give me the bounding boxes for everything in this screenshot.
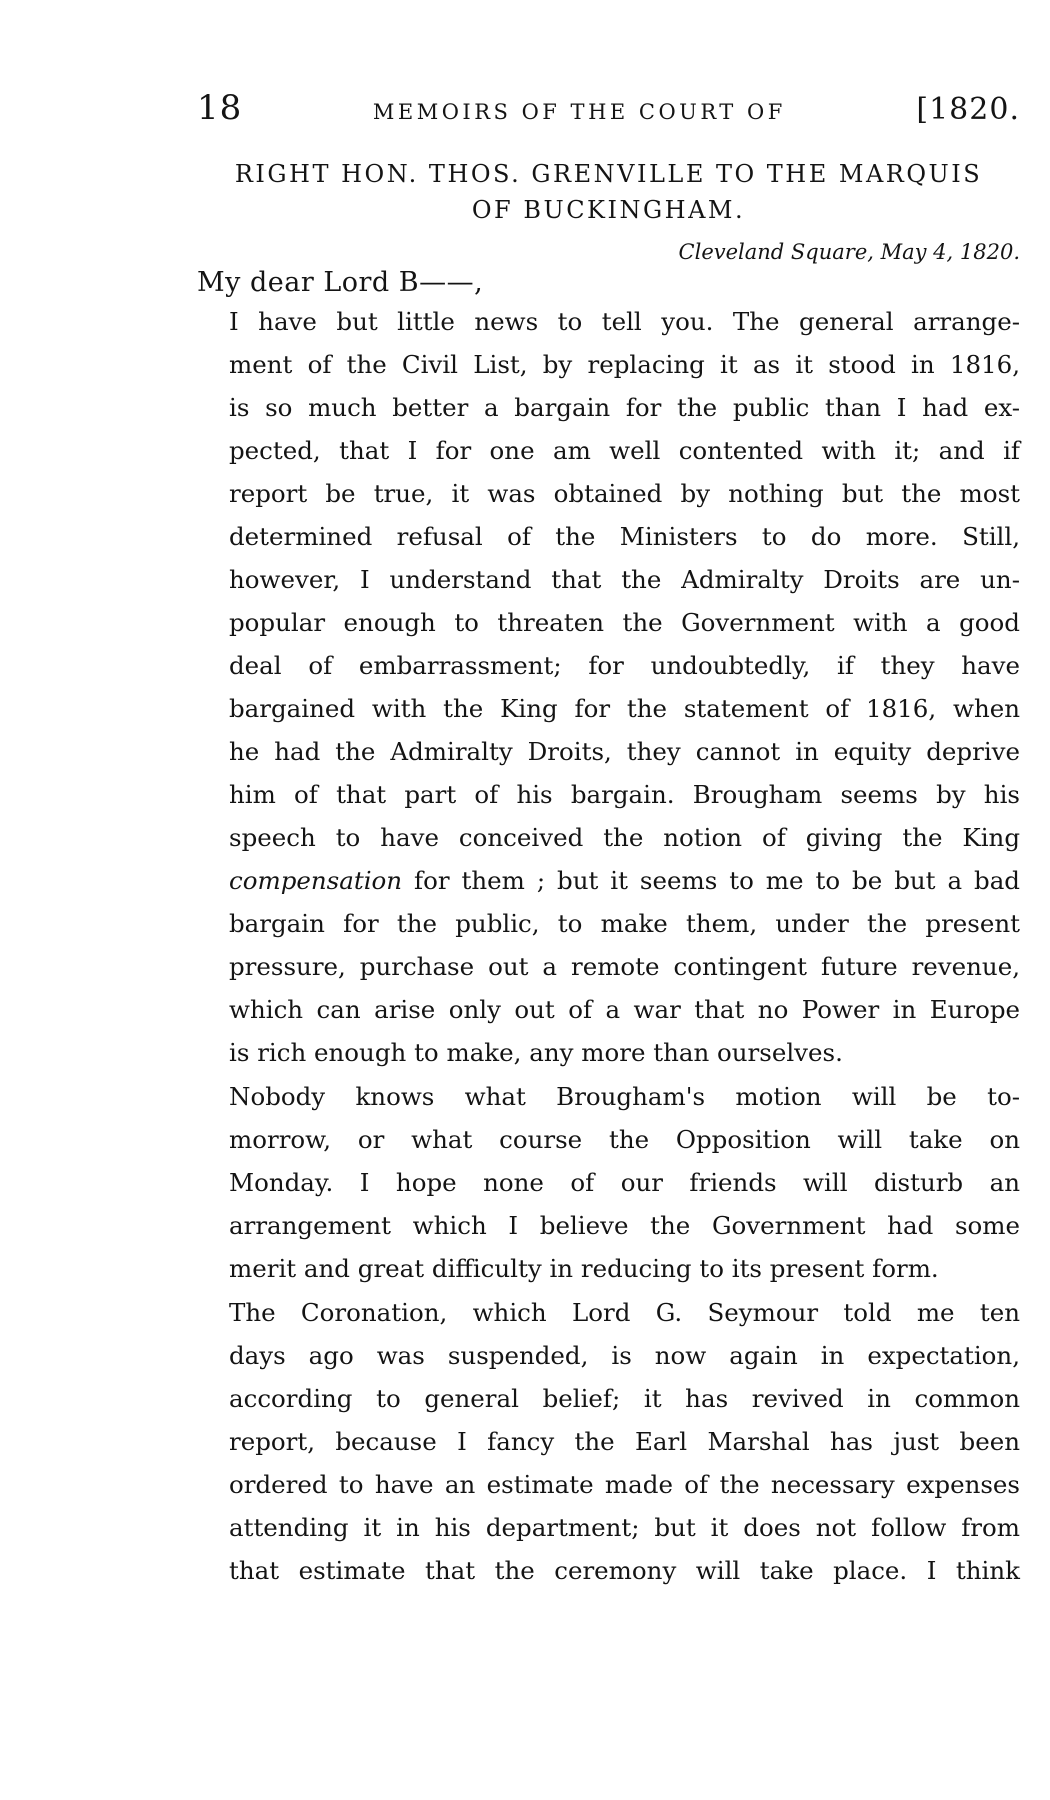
letter-body: [197, 300, 1020, 1592]
text-line: attending it in his department; but it does not follow from: [229, 1513, 1020, 1542]
page-number: 18: [197, 88, 243, 128]
running-head-title: MEMOIRS OF THE COURT OF: [372, 100, 786, 124]
letter-title: [197, 156, 1020, 228]
text-line: that estimate that the ceremony will take place. I think: [229, 1556, 1020, 1585]
letter-title-line-1: RIGHT HON. THOS. GRENVILLE TO THE MARQUIS: [234, 160, 983, 188]
letter-salutation: My dear Lord B——,: [197, 267, 484, 298]
text-line: days ago was suspended, is now again in expectation,: [229, 1341, 1020, 1370]
text-line: determined refusal of the Ministers to do more. Still,: [229, 522, 1020, 551]
text-line: him of that part of his bargain. Brougham seems by his: [229, 780, 1020, 809]
text-line: Nobody knows what Brougham's motion will be to-: [229, 1082, 1020, 1111]
text-line: pected, that I for one am well contented with it; and if: [229, 436, 1020, 465]
letter-title-line-2: OF BUCKINGHAM.: [471, 196, 746, 224]
text-line: report be true, it was obtained by nothing but the most: [229, 479, 1020, 508]
text-line: bargained with the King for the statement of 1816, when: [229, 694, 1020, 723]
text-line: popular enough to threaten the Government with a good: [229, 608, 1020, 637]
text-line: however, I understand that the Admiralty Droits are un-: [229, 565, 1020, 594]
running-head: [197, 88, 1020, 128]
text-line: The Coronation, which Lord G. Seymour told me ten: [229, 1298, 1020, 1327]
italic-line-rest: for them ; but it seems to me to be but a bad: [402, 866, 1020, 895]
text-line: morrow, or what course the Opposition will take on: [229, 1125, 1020, 1154]
paragraph-1: [197, 300, 1020, 1074]
paragraph-2: [197, 1075, 1020, 1290]
text-line: ment of the Civil List, by replacing it as it stood in 1816,: [229, 350, 1020, 379]
text-line: bargain for the public, to make them, under the present: [229, 909, 1020, 938]
text-line: ordered to have an estimate made of the necessary expenses: [229, 1470, 1020, 1499]
text-line: deal of embarrassment; for undoubtedly, if they have: [229, 651, 1020, 680]
text-line-with-italic: [197, 859, 1020, 902]
text-line: I have but little news to tell you. The general arrange-: [229, 307, 1020, 336]
text-line: is so much better a bargain for the public than I had ex-: [229, 393, 1020, 422]
text-line: arrangement which I believe the Government had some: [229, 1211, 1020, 1240]
italic-word: compensation: [229, 866, 403, 895]
text-line: merit and great difficulty in reducing to its present form.: [229, 1254, 939, 1283]
text-line: which can arise only out of a war that no Power in Europe: [229, 995, 1020, 1024]
paragraph-3: [197, 1291, 1020, 1592]
text-line: is rich enough to make, any more than ourselves.: [229, 1038, 843, 1067]
book-page: [197, 88, 1020, 1592]
letter-dateline: Cleveland Square, May 4, 1820.: [678, 240, 1020, 264]
running-head-year: [1820.: [916, 92, 1020, 127]
text-line: speech to have conceived the notion of giving the King: [229, 823, 1020, 852]
text-line: pressure, purchase out a remote contingent future revenue,: [229, 952, 1020, 981]
text-line: Monday. I hope none of our friends will disturb an: [229, 1168, 1020, 1197]
text-line: according to general belief; it has revived in common: [229, 1384, 1020, 1413]
text-line: report, because I fancy the Earl Marshal has just been: [229, 1427, 1020, 1456]
text-line: he had the Admiralty Droits, they cannot in equity deprive: [229, 737, 1020, 766]
